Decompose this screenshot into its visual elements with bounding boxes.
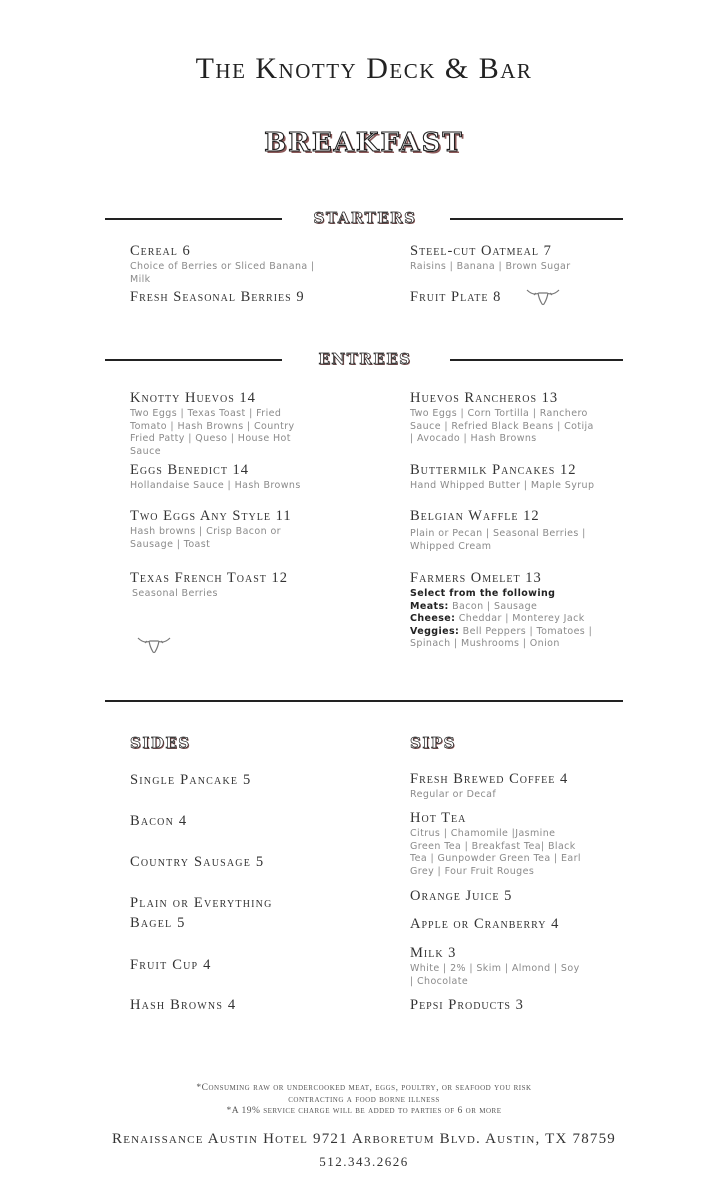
starters-heading: STARTERS xyxy=(313,209,417,227)
menu-item xyxy=(130,570,330,601)
restaurant-name: The Knotty Deck & Bar xyxy=(195,52,533,85)
menu-item xyxy=(410,888,610,905)
menu-item xyxy=(130,243,315,286)
item-name: Cereal 6 xyxy=(130,243,191,259)
menu-item xyxy=(410,810,585,878)
footnote-3: *A 19% service charge will be added to parties of 6 or more xyxy=(226,1106,502,1116)
menu-item xyxy=(410,462,610,493)
item-name: Fresh Seasonal Berries 9 xyxy=(130,289,305,305)
item-name: Texas French Toast 12 xyxy=(130,570,289,586)
item-desc: Seasonal Berries xyxy=(132,588,218,599)
item-name: Apple or Cranberry 4 xyxy=(410,916,560,932)
sips-heading: SIPS xyxy=(410,734,456,752)
side-item: Single Pancake 5 xyxy=(130,772,252,788)
side-item: Plain or Everything Bagel 5 xyxy=(130,895,273,931)
item-desc: Two Eggs | Texas Toast | Fried Tomato | Hash Browns | Country Fried Patty | Queso | House Hot Sauce xyxy=(130,408,295,457)
longhorn-icon xyxy=(136,634,172,654)
menu-item xyxy=(410,243,610,274)
longhorn-icon xyxy=(525,286,561,306)
sides-heading: SIDES xyxy=(130,734,191,752)
item-name: Two Eggs Any Style 11 xyxy=(130,508,292,524)
item-desc: Citrus | Chamomile |Jasmine Green Tea | Breakfast Tea| Black Tea | Gunpowder Green Tea | Earl Grey | Four Fruit Rouges xyxy=(410,828,581,877)
meats-options: Bacon | Sausage xyxy=(452,600,538,612)
hotel-address: Renaissance Austin Hotel 9721 Arboretum Blvd. Austin, TX 78759 xyxy=(111,1131,617,1147)
item-name: Pepsi Products 3 xyxy=(410,997,524,1013)
item-name: Huevos Rancheros 13 xyxy=(410,390,559,406)
entrees-heading: ENTREES xyxy=(318,350,412,368)
entrees-rule-right xyxy=(450,359,623,361)
entrees-rule-left xyxy=(105,359,282,361)
menu-item xyxy=(410,390,595,446)
cheese-options: Cheddar | Monterey Jack xyxy=(458,613,585,624)
starters-rule-right xyxy=(450,218,623,220)
item-desc: Hash browns | Crisp Bacon or Sausage | Toast xyxy=(130,526,281,550)
footnote-1: *Consuming raw or undercooked meat, eggs, poultry, or seafood you risk xyxy=(196,1083,532,1093)
cheese-label: Cheese: xyxy=(410,613,456,624)
item-name: Eggs Benedict 14 xyxy=(130,462,250,478)
menu-item xyxy=(410,289,530,306)
menu-item xyxy=(410,570,600,651)
veggies-label: Veggies: xyxy=(410,625,460,637)
item-desc: Hand Whipped Butter | Maple Syrup xyxy=(410,480,595,491)
item-name: Hot Tea xyxy=(410,810,467,826)
omelet-intro: Select from the following xyxy=(410,588,556,599)
menu-item xyxy=(130,390,320,458)
item-desc: Choice of Berries or Sliced Banana | Milk xyxy=(130,261,315,285)
menu-item xyxy=(410,916,610,933)
phone-number: 512.343.2626 xyxy=(319,1154,409,1169)
menu-item xyxy=(410,508,590,553)
menu-item xyxy=(130,462,330,493)
menu-title: BREAKFAST xyxy=(264,128,464,158)
item-name: Orange Juice 5 xyxy=(410,888,513,904)
menu-item xyxy=(130,508,325,551)
side-item: Country Sausage 5 xyxy=(130,854,265,870)
item-name: Knotty Huevos 14 xyxy=(130,390,256,406)
item-name: Buttermilk Pancakes 12 xyxy=(410,462,577,478)
item-name: Steel-cut Oatmeal 7 xyxy=(410,243,552,259)
item-desc: Two Eggs | Corn Tortilla | Ranchero Sauce | Refried Black Beans | Cotija | Avocado | Hash Browns xyxy=(410,408,594,444)
item-desc: Hollandaise Sauce | Hash Browns xyxy=(130,480,301,491)
meats-label: Meats: xyxy=(410,600,449,612)
menu-item xyxy=(410,997,610,1014)
item-desc: Raisins | Banana | Brown Sugar xyxy=(410,261,571,272)
footnote-2: contracting a food borne illness xyxy=(288,1095,440,1105)
item-name: Fruit Plate 8 xyxy=(410,289,502,305)
item-desc: Plain or Pecan | Seasonal Berries | Whipped Cream xyxy=(410,528,586,552)
starters-rule-left xyxy=(105,218,282,220)
section-divider xyxy=(105,700,623,702)
omelet-options xyxy=(410,588,600,651)
side-item: Hash Browns 4 xyxy=(130,997,237,1013)
menu-item xyxy=(130,289,360,306)
item-desc: Regular or Decaf xyxy=(410,789,497,800)
veggies-options: Bell Peppers | Tomatoes | Spinach | Mushrooms | Onion xyxy=(410,625,593,649)
item-name: Farmers Omelet 13 xyxy=(410,570,542,586)
item-desc: White | 2% | Skim | Almond | Soy | Chocolate xyxy=(410,963,580,987)
item-name: Milk 3 xyxy=(410,945,457,961)
side-item: Bacon 4 xyxy=(130,813,188,829)
item-name: Fresh Brewed Coffee 4 xyxy=(410,771,569,787)
menu-item xyxy=(410,771,610,802)
menu-item xyxy=(410,945,585,988)
side-item: Fruit Cup 4 xyxy=(130,957,212,973)
item-name: Belgian Waffle 12 xyxy=(410,508,540,524)
